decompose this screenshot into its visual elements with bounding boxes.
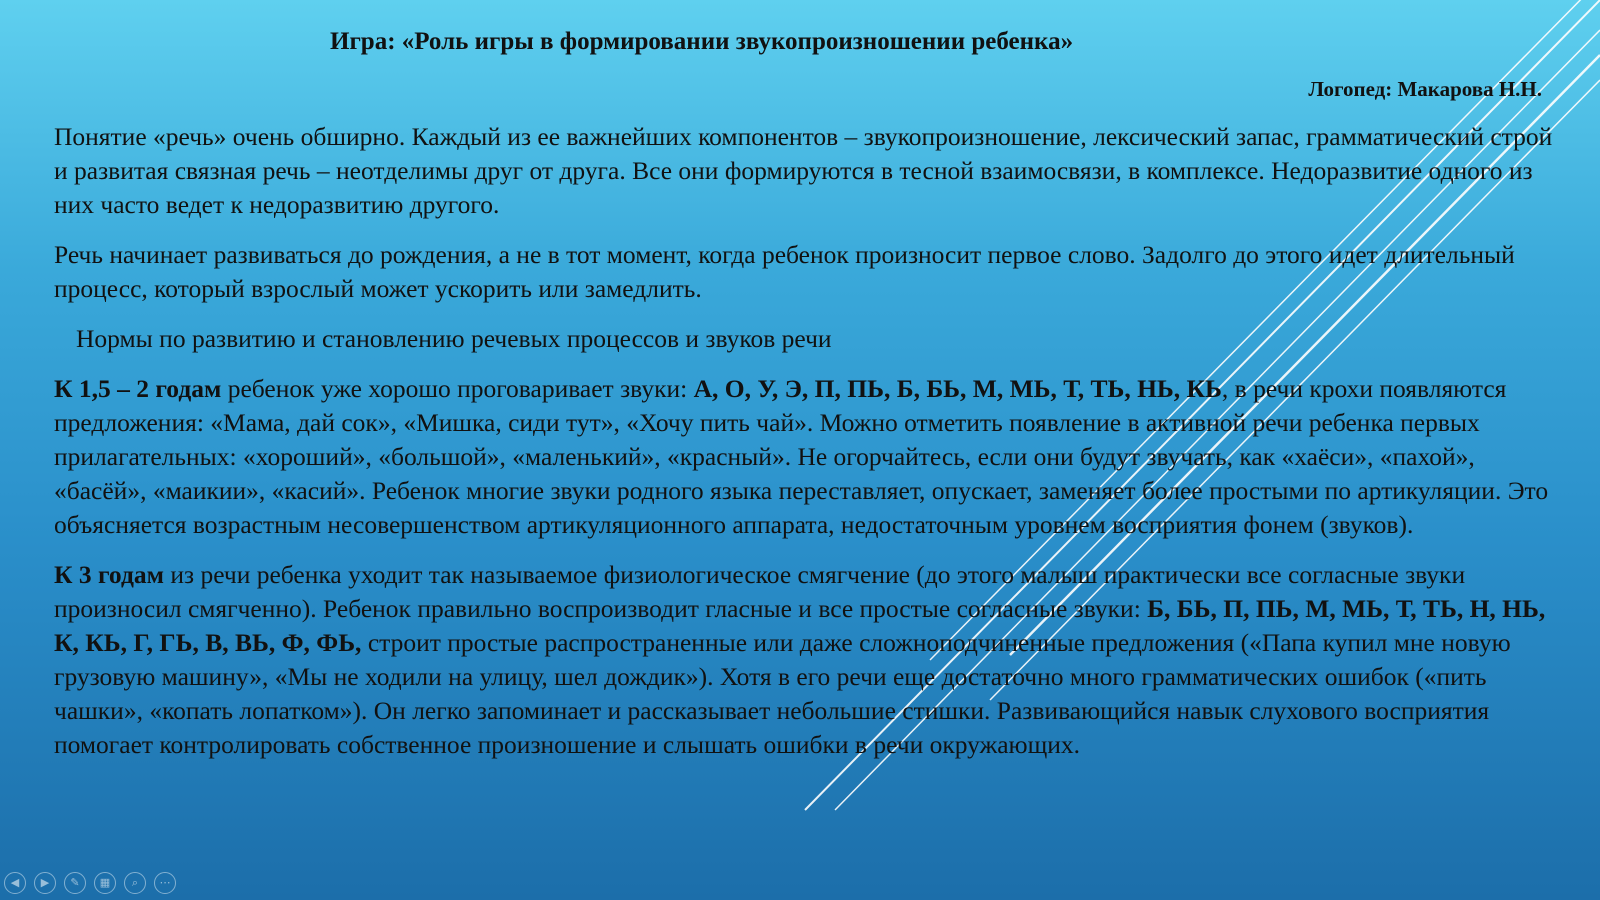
more-options-icon[interactable]: ⋯ (154, 872, 176, 894)
paragraph-age-1-5-2 (54, 372, 1554, 542)
paragraph-speech-development: Речь начинает развиваться до рождения, а не в тот момент, когда ребенок произносит первое слово. Задолго до этого идет длительный процесс, который взрослый может ускорить или замедлить. (54, 240, 1515, 303)
age-lead: К 3 годам (54, 560, 164, 589)
zoom-icon[interactable]: ⌕ (124, 872, 146, 894)
paragraph-text: строит простые распространенные или даже сложноподчиненные предложения («Папа купил мне новую грузовую машину», «Мы не ходили на улицу, шел дождик»). Хотя в его речи еще достаточно много грамматических ошибок («пить чашки», «копать лопатком»). Он легко запоминает и рассказывает небольшие стишки. Развивающийся навык слухового восприятия помогает контролировать собственное произношение и слышать ошибки в речи окружающих. (54, 628, 1511, 759)
sounds-list: Б, БЬ, П, ПЬ, М, МЬ, Т, ТЬ, Н, НЬ, К, КЬ, Г, ГЬ, В, ВЬ, Ф, ФЬ, (54, 594, 1546, 657)
paragraph-speech-concept: Понятие «речь» очень обширно. Каждый из ее важнейших компонентов – звукопроизношение, лексический запас, грамматический строй и развитая связная речь – неотделимы друг от друга. Все они формируются в тесной взаимосвязи, в комплексе. Недоразвитие одного из них часто ведет к недоразвитию другого. (54, 122, 1553, 219)
pen-icon[interactable]: ✎ (64, 872, 86, 894)
slideshow-controls (4, 872, 176, 894)
slides-grid-icon[interactable]: ▦ (94, 872, 116, 894)
paragraph-text: ребенок уже хорошо проговаривает звуки: (221, 374, 694, 403)
author-line: Логопед: Макарова Н.Н. (1308, 77, 1542, 101)
sounds-list: А, О, У, Э, П, ПЬ, Б, БЬ, М, МЬ, Т, ТЬ, НЬ, КЬ (693, 374, 1222, 403)
paragraph-age-3 (54, 558, 1554, 762)
next-slide-icon[interactable]: ▶ (34, 872, 56, 894)
age-lead: К 1,5 – 2 годам (54, 374, 222, 403)
paragraph-text: , в речи крохи появляются предложения: «Мама, дай сок», «Мишка, сиди тут», «Хочу пить чай». Можно отметить появление в активной речи ребенка первых прилагательных: «хороший», «большой», «маленький», «красный». Не огорчайтесь, если они будут звучать, как «хаёси», «пахой», «басёй», «маикии», «касий». Ребенок многие звуки родного языка переставляет, опускает, заменяет более простыми по артикуляции. Это объясняется возрастным несовершенством артикуляционного аппарата, недостаточным уровнем восприятия фонем (звуков). (54, 374, 1549, 539)
paragraph-norms-heading: Нормы по развитию и становлению речевых процессов и звуков речи (76, 324, 832, 353)
slide-body (54, 120, 1554, 778)
previous-slide-icon[interactable]: ◀ (4, 872, 26, 894)
slide-title: Игра: «Роль игры в формировании звукопроизношении ребенка» (330, 28, 1074, 55)
paragraph-text: из речи ребенка уходит так называемое физиологическое смягчение (до этого малыш практически все согласные звуки произносил смягченно). Ребенок правильно воспроизводит гласные и все простые согласные звуки: (54, 560, 1466, 623)
